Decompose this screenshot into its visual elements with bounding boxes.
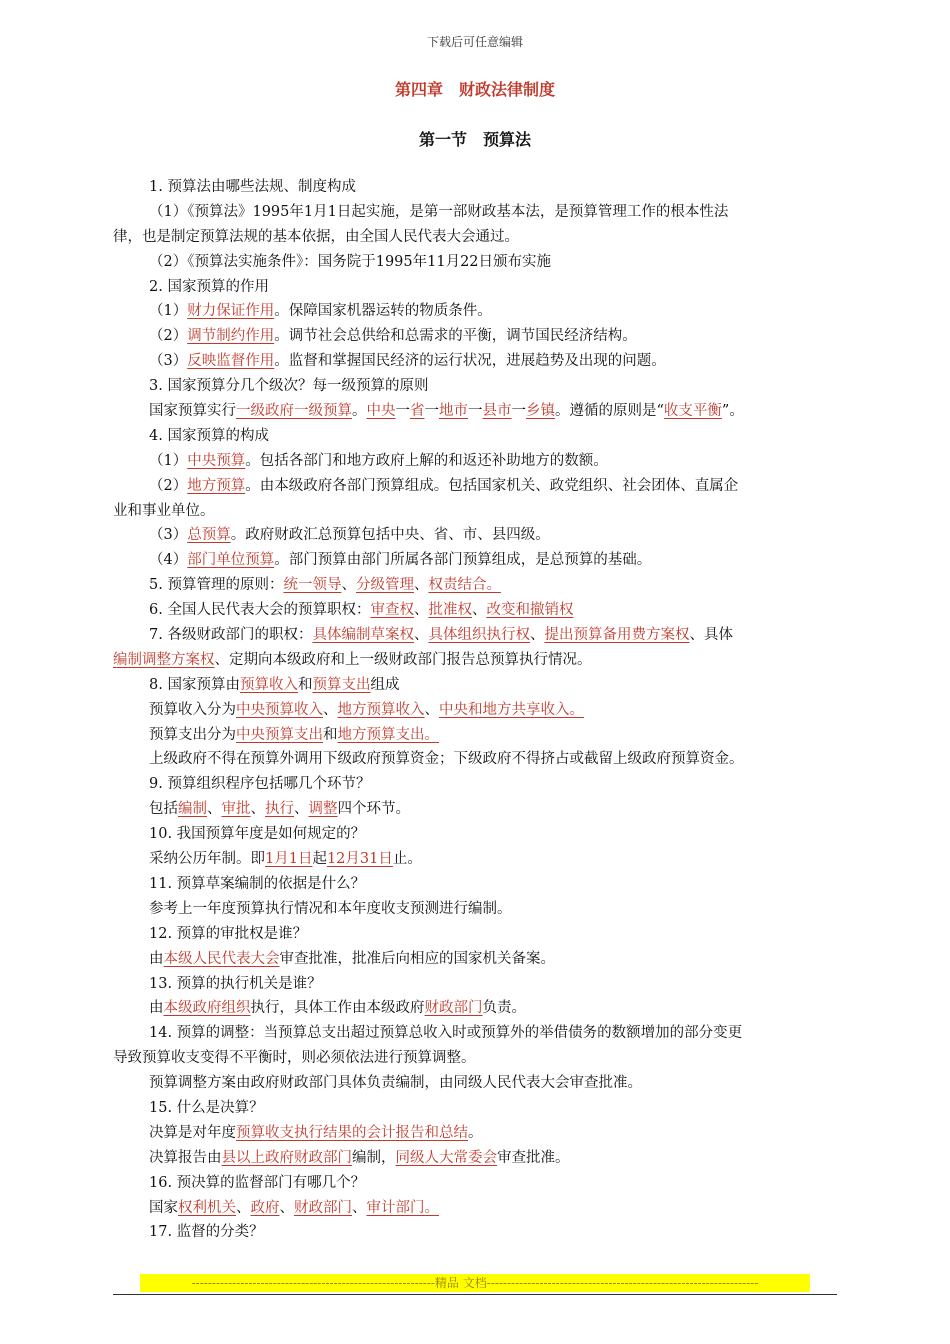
text-segment: 参考上一年度预算执行情况和本年度收支预测进行编制。 bbox=[149, 900, 512, 917]
highlighted-term: 政府 bbox=[250, 1199, 280, 1216]
highlighted-term: 财政部门 bbox=[294, 1199, 352, 1216]
highlighted-term: 中央预算 bbox=[187, 452, 246, 469]
highlighted-term: 预算支出 bbox=[312, 676, 371, 693]
text-segment: （4） bbox=[149, 552, 188, 569]
header-note: 下载后可任意编辑 bbox=[426, 35, 523, 49]
highlighted-term: 县以上政府财政部门 bbox=[221, 1149, 352, 1166]
text-segment: 采纳公历年制。即 bbox=[149, 851, 265, 868]
text-line bbox=[113, 225, 837, 250]
text-line bbox=[113, 573, 837, 598]
text-segment: 8. 国家预算由 bbox=[149, 676, 240, 693]
text-segment: 、具体 bbox=[689, 627, 733, 644]
text-segment: 起 bbox=[312, 851, 327, 868]
text-line bbox=[113, 1071, 837, 1096]
text-segment: 。遵循的原则是“ bbox=[555, 403, 664, 420]
highlighted-term: 一级政府一级预算 bbox=[236, 403, 352, 420]
text-line bbox=[113, 1046, 837, 1071]
text-segment: （2）《预算法实施条件》：国务院于1995年11月22日颁布实施 bbox=[149, 253, 552, 270]
text-line bbox=[113, 972, 837, 997]
highlighted-term: 本级人民代表大会 bbox=[163, 950, 280, 967]
text-segment: 预算调整方案由政府财政部门具体负责编制，由同级人民代表大会审查批准。 bbox=[149, 1075, 642, 1092]
text-segment: 一 bbox=[395, 403, 410, 420]
text-segment: 和 bbox=[323, 726, 338, 743]
document-body bbox=[113, 175, 837, 1245]
text-segment: 决算报告由 bbox=[149, 1149, 222, 1166]
text-line bbox=[113, 797, 837, 822]
text-segment: 审查批准。 bbox=[497, 1149, 570, 1166]
highlighted-term: 收支平衡 bbox=[663, 403, 722, 420]
text-line bbox=[113, 449, 837, 474]
text-segment: 国家 bbox=[149, 1199, 178, 1216]
text-segment: 。包括各部门和地方政府上解的和返还补助地方的数额。 bbox=[245, 452, 608, 469]
text-segment: 律，也是制定预算法规的基本依据，由全国人民代表大会通过。 bbox=[113, 228, 519, 245]
text-segment: 9. 预算组织程序包括哪几个环节？ bbox=[149, 776, 371, 793]
text-segment: 15. 什么是决算？ bbox=[149, 1099, 264, 1116]
text-segment: 、 bbox=[294, 801, 309, 818]
text-line bbox=[113, 1096, 837, 1121]
highlighted-term: 地市 bbox=[439, 403, 468, 420]
text-segment: （2） bbox=[149, 477, 188, 494]
text-segment: 、 bbox=[413, 627, 429, 644]
text-line bbox=[113, 1121, 837, 1146]
text-line bbox=[113, 175, 837, 200]
text-segment: 14. 预算的调整：当预算总支出超过预算总收入时或预算外的举借债务的数额增加的部分变更 bbox=[149, 1025, 743, 1042]
highlighted-term: 分级管理 bbox=[355, 577, 414, 594]
text-segment: 、定期向本级政府和上一级财政部门报告总预算执行情况。 bbox=[214, 651, 592, 668]
section-title: 第一节 预算法 bbox=[418, 130, 531, 149]
text-line bbox=[113, 548, 837, 573]
highlighted-term: 预算收支执行结果的会计报告和总结 bbox=[236, 1124, 468, 1141]
highlighted-term: 提出预算备用费方案权 bbox=[544, 627, 690, 644]
text-segment: 、 bbox=[424, 701, 439, 718]
highlighted-term: 本级政府组织 bbox=[163, 1000, 251, 1017]
highlighted-term: 1月1日 bbox=[265, 851, 313, 868]
highlighted-term: 地方预算支出。 bbox=[337, 726, 439, 743]
text-line bbox=[113, 698, 837, 723]
highlighted-term: 调整 bbox=[308, 801, 338, 818]
text-segment: 审查批准，批准后向相应的国家机关备案。 bbox=[279, 950, 555, 967]
text-segment: 。 bbox=[352, 403, 367, 420]
highlighted-term: 具体组织执行权 bbox=[428, 627, 530, 644]
text-segment: 由 bbox=[149, 1000, 164, 1017]
text-line bbox=[113, 822, 837, 847]
text-line bbox=[113, 872, 837, 897]
text-line bbox=[113, 474, 837, 499]
text-segment: 决算是对年度 bbox=[149, 1124, 236, 1141]
text-line bbox=[113, 747, 837, 772]
text-line bbox=[113, 1220, 837, 1245]
highlighted-term: 同级人大常委会 bbox=[395, 1149, 497, 1166]
text-line bbox=[113, 1196, 837, 1221]
highlighted-term: 部门单位预算 bbox=[187, 552, 275, 569]
text-line bbox=[113, 996, 837, 1021]
highlighted-term: 权责结合。 bbox=[428, 577, 501, 594]
text-segment: 、 bbox=[529, 627, 545, 644]
highlighted-term: 反映监督作用 bbox=[187, 353, 275, 370]
text-segment: 10. 我国预算年度是如何规定的？ bbox=[149, 826, 366, 843]
text-segment: 预算支出分为 bbox=[149, 726, 236, 743]
text-segment: 由 bbox=[149, 950, 164, 967]
text-line bbox=[113, 324, 837, 349]
text-segment: 。调节社会总供给和总需求的平衡，调节国民经济结构。 bbox=[274, 328, 637, 345]
text-segment: 。 bbox=[468, 1124, 483, 1141]
highlighted-term: 地方预算收入 bbox=[337, 701, 425, 718]
text-segment: 、 bbox=[323, 701, 338, 718]
text-line bbox=[113, 1146, 837, 1171]
highlighted-term: 改变和撤销权 bbox=[486, 602, 574, 619]
text-segment: （1） bbox=[149, 303, 188, 320]
text-segment: 5. 预算管理的原则： bbox=[149, 577, 284, 594]
text-segment: 、 bbox=[471, 602, 487, 619]
highlighted-term: 中央预算收入 bbox=[236, 701, 323, 718]
text-line bbox=[113, 250, 837, 275]
text-line bbox=[113, 1021, 837, 1046]
text-segment: 一 bbox=[511, 403, 526, 420]
text-segment: 16. 预决算的监督部门有哪几个？ bbox=[149, 1174, 366, 1191]
text-segment: 四个环节。 bbox=[337, 801, 410, 818]
text-line bbox=[113, 349, 837, 374]
text-line bbox=[113, 299, 837, 324]
text-segment: 国家预算实行 bbox=[149, 403, 236, 420]
text-segment: 上级政府不得在预算外调用下级政府预算资金；下级政府不得挤占或截留上级政府预算资金。 bbox=[149, 751, 744, 768]
text-segment: 、 bbox=[341, 577, 356, 594]
highlighted-term: 乡镇 bbox=[526, 403, 555, 420]
text-segment: 负责。 bbox=[482, 1000, 526, 1017]
text-segment: 12. 预算的审批权是谁？ bbox=[149, 925, 308, 942]
text-line bbox=[113, 1171, 837, 1196]
text-segment: 、 bbox=[236, 1199, 251, 1216]
text-segment: 、 bbox=[250, 801, 265, 818]
text-segment: 预算收入分为 bbox=[149, 701, 236, 718]
text-segment: 17. 监督的分类？ bbox=[149, 1224, 264, 1241]
highlighted-term: 具体编制草案权 bbox=[312, 627, 414, 644]
highlighted-term: 地方预算 bbox=[187, 477, 246, 494]
text-segment: 、 bbox=[279, 1199, 294, 1216]
text-segment: （2） bbox=[149, 328, 188, 345]
text-line bbox=[113, 623, 837, 648]
text-segment: 3. 国家预算分几个级次？每一级预算的原则 bbox=[149, 378, 429, 395]
text-segment: 。由本级政府各部门预算组成。包括国家机关、政党组织、社会团体、直属企 bbox=[245, 477, 739, 494]
text-segment: 1. 预算法由哪些法规、制度构成 bbox=[149, 179, 356, 195]
text-segment: 、 bbox=[413, 602, 429, 619]
footer-rule bbox=[113, 1294, 837, 1295]
highlighted-term: 执行 bbox=[265, 801, 294, 818]
text-segment: 13. 预算的执行机关是谁？ bbox=[149, 975, 322, 992]
text-line bbox=[113, 275, 837, 300]
text-segment: （1） bbox=[149, 452, 188, 469]
text-segment: 、 bbox=[207, 801, 222, 818]
highlighted-term: 12月31日 bbox=[326, 851, 393, 868]
highlighted-term: 审批 bbox=[221, 801, 251, 818]
text-segment: 。部门预算由部门所属各部门预算组成，是总预算的基础。 bbox=[274, 552, 652, 569]
text-segment: 11. 预算草案编制的依据是什么？ bbox=[149, 875, 366, 892]
text-segment: 组成 bbox=[370, 676, 400, 693]
text-segment: 编制， bbox=[352, 1149, 396, 1166]
highlighted-term: 编制 bbox=[178, 801, 207, 818]
highlighted-term: 审查权 bbox=[370, 602, 414, 619]
text-segment: 业和事业单位。 bbox=[113, 502, 215, 519]
text-segment: 、 bbox=[413, 577, 429, 594]
highlighted-term: 财力保证作用 bbox=[187, 303, 275, 320]
text-segment: 。政府财政汇总预算包括中央、省、市、县四级。 bbox=[230, 527, 550, 544]
text-segment: （3） bbox=[149, 353, 188, 370]
text-segment: 和 bbox=[297, 676, 313, 693]
text-segment: 2. 国家预算的作用 bbox=[149, 278, 269, 295]
highlighted-term: 总预算 bbox=[187, 527, 231, 544]
text-line bbox=[113, 648, 837, 673]
text-line bbox=[113, 897, 837, 922]
text-segment: （3） bbox=[149, 527, 188, 544]
text-segment: 7. 各级财政部门的职权： bbox=[149, 627, 313, 644]
highlighted-term: 权利机关 bbox=[178, 1199, 236, 1216]
text-segment: 4. 国家预算的构成 bbox=[149, 427, 269, 444]
text-segment: 一 bbox=[424, 403, 439, 420]
text-line bbox=[113, 847, 837, 872]
text-segment: 导致预算收支变得不平衡时，则必须依法进行预算调整。 bbox=[113, 1050, 476, 1067]
highlighted-term: 调节制约作用 bbox=[187, 328, 275, 345]
text-segment: 止。 bbox=[392, 851, 422, 868]
highlighted-term: 预算收入 bbox=[239, 676, 298, 693]
footer-banner: ------------------------------------------------------------精品 文档------------------------------------------------------------------- bbox=[140, 1274, 810, 1292]
text-segment: 包括 bbox=[149, 801, 178, 818]
highlighted-term: 省 bbox=[410, 403, 425, 420]
text-line bbox=[113, 424, 837, 449]
highlighted-term: 县市 bbox=[482, 403, 512, 420]
text-segment: 、 bbox=[352, 1199, 367, 1216]
text-segment: 执行，具体工作由本级政府 bbox=[250, 1000, 425, 1017]
highlighted-term: 编制调整方案权 bbox=[113, 651, 215, 668]
highlighted-term: 统一领导 bbox=[283, 577, 342, 594]
text-segment: 。保障国家机器运转的物质条件。 bbox=[274, 303, 492, 320]
text-line bbox=[113, 673, 837, 698]
highlighted-term: 审计部门。 bbox=[366, 1199, 439, 1216]
text-line bbox=[113, 598, 837, 623]
highlighted-term: 中央和地方共享收入。 bbox=[439, 701, 584, 718]
text-segment: （1）《预算法》1995年1月1日起实施，是第一部财政基本法，是预算管理工作的根本性法 bbox=[149, 203, 729, 220]
text-line bbox=[113, 523, 837, 548]
text-line bbox=[113, 200, 837, 225]
text-segment: 6. 全国人民代表大会的预算职权： bbox=[149, 602, 371, 619]
text-segment: 。监督和掌握国民经济的运行状况，进展趋势及出现的问题。 bbox=[274, 353, 666, 370]
text-line bbox=[113, 399, 837, 424]
text-line bbox=[113, 772, 837, 797]
highlighted-term: 批准权 bbox=[428, 602, 472, 619]
text-segment: 一 bbox=[468, 403, 483, 420]
text-line bbox=[113, 499, 837, 524]
highlighted-term: 中央 bbox=[366, 403, 396, 420]
text-line bbox=[113, 723, 837, 748]
text-line bbox=[113, 947, 837, 972]
chapter-title: 第四章 财政法律制度 bbox=[394, 80, 555, 99]
text-line bbox=[113, 374, 837, 399]
text-line bbox=[113, 922, 837, 947]
highlighted-term: 财政部门 bbox=[424, 1000, 483, 1017]
highlighted-term: 中央预算支出 bbox=[236, 726, 323, 743]
text-segment: ”。 bbox=[721, 403, 744, 420]
